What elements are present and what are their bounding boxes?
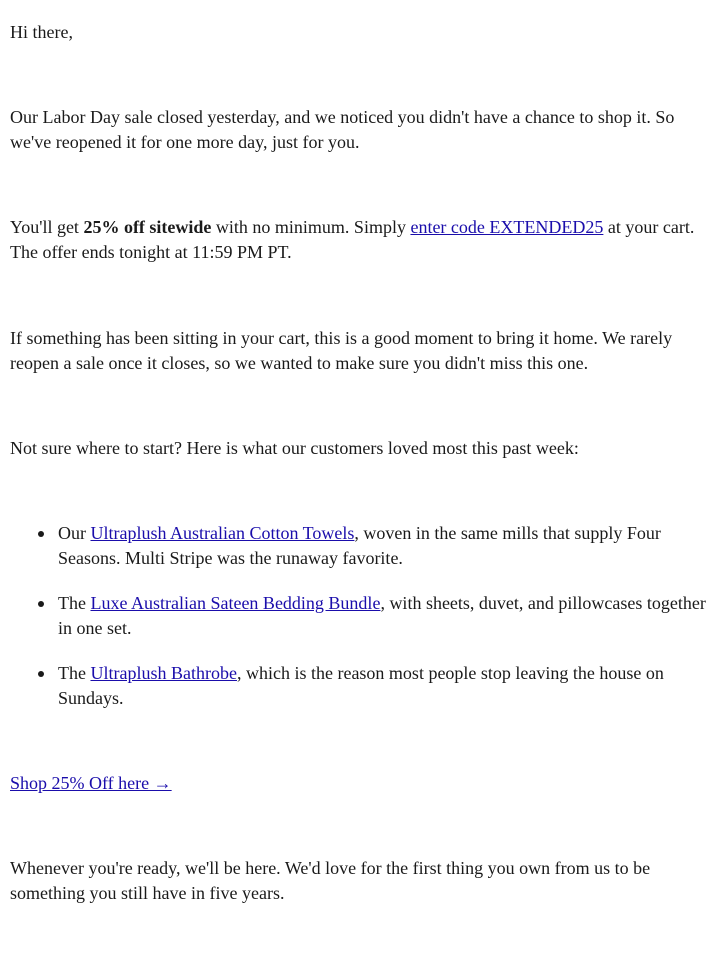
bedding-bundle-link[interactable]: Luxe Australian Sateen Bedding Bundle	[90, 593, 381, 613]
offer-mid-text: with no minimum. Simply	[211, 217, 411, 237]
offer-tail-text: at your cart. The offer ends tonight at 11:59 PM PT.	[10, 217, 695, 262]
offer-lead-text: You'll get	[10, 217, 84, 237]
list-item-prefix: The	[58, 663, 91, 683]
bathrobe-link[interactable]: Ultraplush Bathrobe	[90, 663, 237, 683]
greeting: Hi there,	[10, 22, 73, 42]
list-item	[10, 661, 710, 711]
promo-code-link[interactable]: enter code EXTENDED25	[410, 217, 604, 237]
list-item	[10, 591, 710, 641]
list-item	[10, 521, 710, 571]
cta-paragraph	[10, 771, 710, 796]
paragraph-sale-reopened: Our Labor Day sale closed yesterday, and we noticed you didn't have a chance to shop it. So we've reopened it for one more day, just for you.	[10, 107, 675, 152]
paragraph-bestsellers-intro: Not sure where to start? Here is what our customers loved most this past week:	[10, 438, 579, 458]
towels-link[interactable]: Ultraplush Australian Cotton Towels	[90, 523, 355, 543]
shop-sale-link[interactable]: Shop 25% Off here →	[10, 773, 172, 793]
list-item-text: , with sheets, duvet, and pillowcases together in one set.	[58, 593, 706, 638]
list-item-text: , which is the reason most people stop leaving the house on Sundays.	[58, 663, 664, 708]
paragraph-offer	[10, 215, 710, 265]
paragraph-cart-reminder: If something has been sitting in your cart, this is a good moment to bring it home. We rarely reopen a sale once it closes, so we wanted to make sure you didn't miss this one.	[10, 328, 673, 373]
list-item-prefix: Our	[58, 523, 91, 543]
offer-discount: 25% off sitewide	[83, 217, 212, 237]
list-item-prefix: The	[58, 593, 91, 613]
bestsellers-list	[10, 521, 710, 731]
list-item-text: , woven in the same mills that supply Four Seasons. Multi Stripe was the runaway favorite.	[58, 523, 661, 568]
paragraph-closing: Whenever you're ready, we'll be here. We'd love for the first thing you own from us to be something you still have in five years.	[10, 858, 651, 903]
